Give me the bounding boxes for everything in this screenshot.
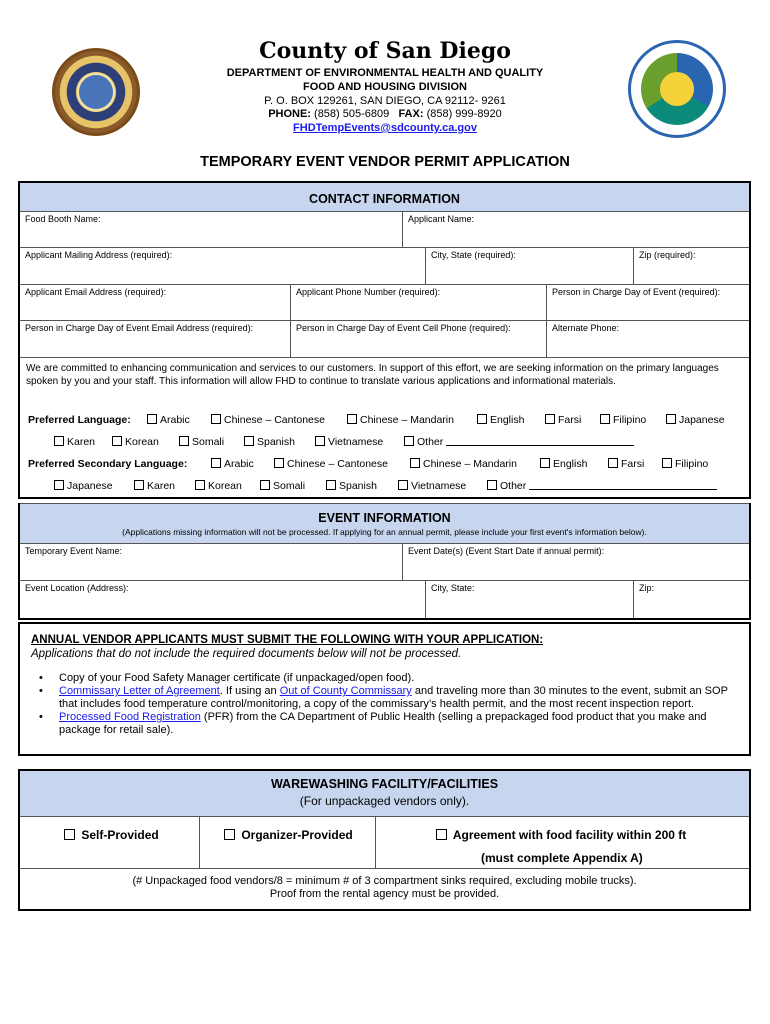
checkbox-icon bbox=[326, 480, 336, 490]
applicant-name-field[interactable]: Applicant Name: bbox=[403, 212, 749, 248]
out-of-county-commissary-link[interactable]: Out of County Commissary bbox=[279, 685, 412, 697]
sec-farsi-checkbox[interactable]: Farsi bbox=[608, 458, 644, 470]
event-zip-field[interactable]: Zip: bbox=[639, 583, 655, 593]
warewashing-heading: WAREWASHING FACILITY/FACILITIES (For unpackaged vendors only). bbox=[20, 771, 749, 817]
county-name: County of San Diego bbox=[259, 38, 511, 64]
sec-vietnamese-checkbox[interactable]: Vietnamese bbox=[398, 480, 466, 492]
checkbox-icon bbox=[147, 414, 157, 424]
checkbox-icon bbox=[398, 480, 408, 490]
pref-arabic-checkbox[interactable]: Arabic bbox=[147, 414, 190, 426]
event-heading: EVENT INFORMATION (Applications missing information will not be processed. If applying for an annual permit, please include your first event's information below). bbox=[20, 503, 749, 544]
event-location-field[interactable]: Event Location (Address): bbox=[20, 581, 426, 618]
sec-arabic-checkbox[interactable]: Arabic bbox=[211, 458, 254, 470]
preferred-language-row1 bbox=[28, 414, 748, 428]
checkbox-icon bbox=[54, 480, 64, 490]
sec-spanish-checkbox[interactable]: Spanish bbox=[326, 480, 377, 492]
pic-email-field[interactable]: Person in Charge Day of Event Email Address (required): bbox=[20, 321, 291, 358]
checkbox-icon bbox=[211, 458, 221, 468]
checkbox-icon bbox=[662, 458, 672, 468]
checkbox-icon bbox=[315, 436, 325, 446]
checkbox-icon bbox=[347, 414, 357, 424]
mailing-address: P. O. BOX 129261, SAN DIEGO, CA 92112- 9261 bbox=[264, 95, 506, 107]
mailing-address-field[interactable]: Applicant Mailing Address (required): bbox=[20, 248, 426, 285]
preferred-language-row2 bbox=[54, 436, 744, 450]
secondary-language-row2 bbox=[54, 480, 744, 494]
event-dates-field[interactable]: Event Date(s) (Event Start Date if annual permit): bbox=[403, 544, 749, 581]
checkbox-icon bbox=[211, 414, 221, 424]
warewashing-section bbox=[18, 769, 751, 911]
pref-korean-checkbox[interactable]: Korean bbox=[112, 436, 159, 448]
secondary-language-label: Preferred Secondary Language: bbox=[28, 458, 188, 470]
contact-phones: PHONE: (858) 505-6809 FAX: (858) 999-8920 bbox=[268, 108, 502, 120]
checkbox-icon bbox=[404, 436, 414, 446]
checkbox-icon bbox=[179, 436, 189, 446]
sec-filipino-checkbox[interactable]: Filipino bbox=[662, 458, 708, 470]
food-facility-agreement-option[interactable]: Agreement with food facility within 200 ft (must complete Appendix A) bbox=[376, 817, 749, 869]
sec-english-checkbox[interactable]: English bbox=[540, 458, 587, 470]
phone-field[interactable]: Applicant Phone Number (required): bbox=[291, 285, 547, 321]
pref-mandarin-checkbox[interactable]: Chinese – Mandarin bbox=[347, 414, 454, 426]
pref-english-checkbox[interactable]: English bbox=[477, 414, 524, 426]
organizer-provided-option[interactable]: Organizer-Provided bbox=[200, 817, 376, 869]
event-section bbox=[18, 503, 751, 620]
contact-heading: CONTACT INFORMATION bbox=[20, 183, 749, 212]
list-item: • Copy of your Food Safety Manager certificate (if unpackaged/open food). bbox=[31, 672, 743, 685]
contact-section bbox=[18, 181, 751, 499]
checkbox-icon bbox=[134, 480, 144, 490]
event-note: (Applications missing information will not be processed. If applying for an annual permit, please include your first event's information below). bbox=[122, 527, 647, 537]
pref-cantonese-checkbox[interactable]: Chinese – Cantonese bbox=[211, 414, 325, 426]
checkbox-icon bbox=[410, 458, 420, 468]
checkbox-icon bbox=[244, 436, 254, 446]
contact-email-link[interactable]: FHDTempEvents@sdcounty.ca.gov bbox=[293, 122, 477, 134]
event-city-state-field[interactable]: City, State: bbox=[426, 581, 634, 618]
checkbox-icon bbox=[274, 458, 284, 468]
annual-requirements-section bbox=[18, 622, 751, 756]
list-item: • Commissary Letter of Agreement. If using an Out of County Commissary and traveling more than 30 minutes to the event, submit an SOP that includes food temperature control/monitoring, a copy of the commissary’s health permit, and the most recent inspection report. bbox=[31, 685, 743, 711]
pref-other-input[interactable] bbox=[446, 436, 634, 446]
sec-other-input[interactable] bbox=[529, 480, 717, 490]
language-note: We are committed to enhancing communication and services to our customers. In support of this effort, we are seeking information on the primary languages spoken by you and your staff. This information will allow FHD to continue to translate various applications and informational materials. bbox=[26, 363, 719, 387]
division-name: FOOD AND HOUSING DIVISION bbox=[303, 81, 467, 93]
annual-subheading: Applications that do not include the required documents below will not be processed. bbox=[31, 648, 462, 660]
checkbox-icon bbox=[477, 414, 487, 424]
pref-somali-checkbox[interactable]: Somali bbox=[179, 436, 224, 448]
processed-food-registration-link[interactable]: Processed Food Registration bbox=[59, 711, 201, 723]
checkbox-icon bbox=[195, 480, 205, 490]
checkbox-icon bbox=[54, 436, 64, 446]
checkbox-icon bbox=[545, 414, 555, 424]
checkbox-icon bbox=[260, 480, 270, 490]
pref-vietnamese-checkbox[interactable]: Vietnamese bbox=[315, 436, 383, 448]
warewashing-footer: (# Unpackaged food vendors/8 = minimum # of 3 compartment sinks required, excluding mobile trucks). Proof from the rental agency must be provided. bbox=[132, 875, 637, 900]
person-in-charge-field[interactable]: Person in Charge Day of Event (required): bbox=[547, 285, 749, 321]
appendix-note: (must complete Appendix A) bbox=[481, 851, 643, 865]
secondary-language-row1 bbox=[28, 458, 748, 472]
checkbox-icon bbox=[600, 414, 610, 424]
pref-farsi-checkbox[interactable]: Farsi bbox=[545, 414, 581, 426]
pref-karen-checkbox[interactable]: Karen bbox=[54, 436, 95, 448]
department-name: DEPARTMENT OF ENVIRONMENTAL HEALTH AND QUALITY bbox=[226, 67, 544, 79]
sec-korean-checkbox[interactable]: Korean bbox=[195, 480, 242, 492]
pic-cell-field[interactable]: Person in Charge Day of Event Cell Phone (required): bbox=[291, 321, 547, 358]
food-booth-field[interactable]: Food Booth Name: bbox=[20, 212, 403, 248]
checkbox-icon bbox=[64, 829, 75, 840]
sec-japanese-checkbox[interactable]: Japanese bbox=[54, 480, 113, 492]
sec-cantonese-checkbox[interactable]: Chinese – Cantonese bbox=[274, 458, 388, 470]
zip-field[interactable]: Zip (required): bbox=[634, 248, 749, 285]
warewashing-subheading: (For unpackaged vendors only). bbox=[299, 794, 470, 808]
alternate-phone-field[interactable]: Alternate Phone: bbox=[547, 321, 749, 358]
checkbox-icon bbox=[436, 829, 447, 840]
email-field[interactable]: Applicant Email Address (required): bbox=[20, 285, 291, 321]
pref-filipino-checkbox[interactable]: Filipino bbox=[600, 414, 646, 426]
sec-somali-checkbox[interactable]: Somali bbox=[260, 480, 305, 492]
checkbox-icon bbox=[666, 414, 676, 424]
annual-heading: ANNUAL VENDOR APPLICANTS MUST SUBMIT THE FOLLOWING WITH YOUR APPLICATION: bbox=[31, 634, 544, 646]
checkbox-icon bbox=[487, 480, 497, 490]
list-item: • Processed Food Registration (PFR) from the CA Department of Public Health (selling a prepackaged food product that you make and package for retail sale). bbox=[31, 711, 743, 737]
form-title: TEMPORARY EVENT VENDOR PERMIT APPLICATION bbox=[200, 154, 570, 170]
sec-other-checkbox[interactable]: Other bbox=[487, 480, 717, 492]
event-name-field[interactable]: Temporary Event Name: bbox=[20, 544, 403, 581]
checkbox-icon bbox=[112, 436, 122, 446]
sec-karen-checkbox[interactable]: Karen bbox=[134, 480, 175, 492]
sec-mandarin-checkbox[interactable]: Chinese – Mandarin bbox=[410, 458, 517, 470]
self-provided-option[interactable]: Self-Provided bbox=[20, 817, 200, 869]
commissary-letter-link[interactable]: Commissary Letter of Agreement bbox=[59, 685, 220, 697]
pref-other-checkbox[interactable]: Other bbox=[404, 436, 634, 448]
pref-spanish-checkbox[interactable]: Spanish bbox=[244, 436, 295, 448]
checkbox-icon bbox=[224, 829, 235, 840]
checkbox-icon bbox=[540, 458, 550, 468]
pref-japanese-checkbox[interactable]: Japanese bbox=[666, 414, 725, 426]
annual-list bbox=[31, 672, 743, 737]
preferred-language-label: Preferred Language: bbox=[28, 414, 131, 426]
checkbox-icon bbox=[608, 458, 618, 468]
city-state-field[interactable]: City, State (required): bbox=[426, 248, 634, 285]
